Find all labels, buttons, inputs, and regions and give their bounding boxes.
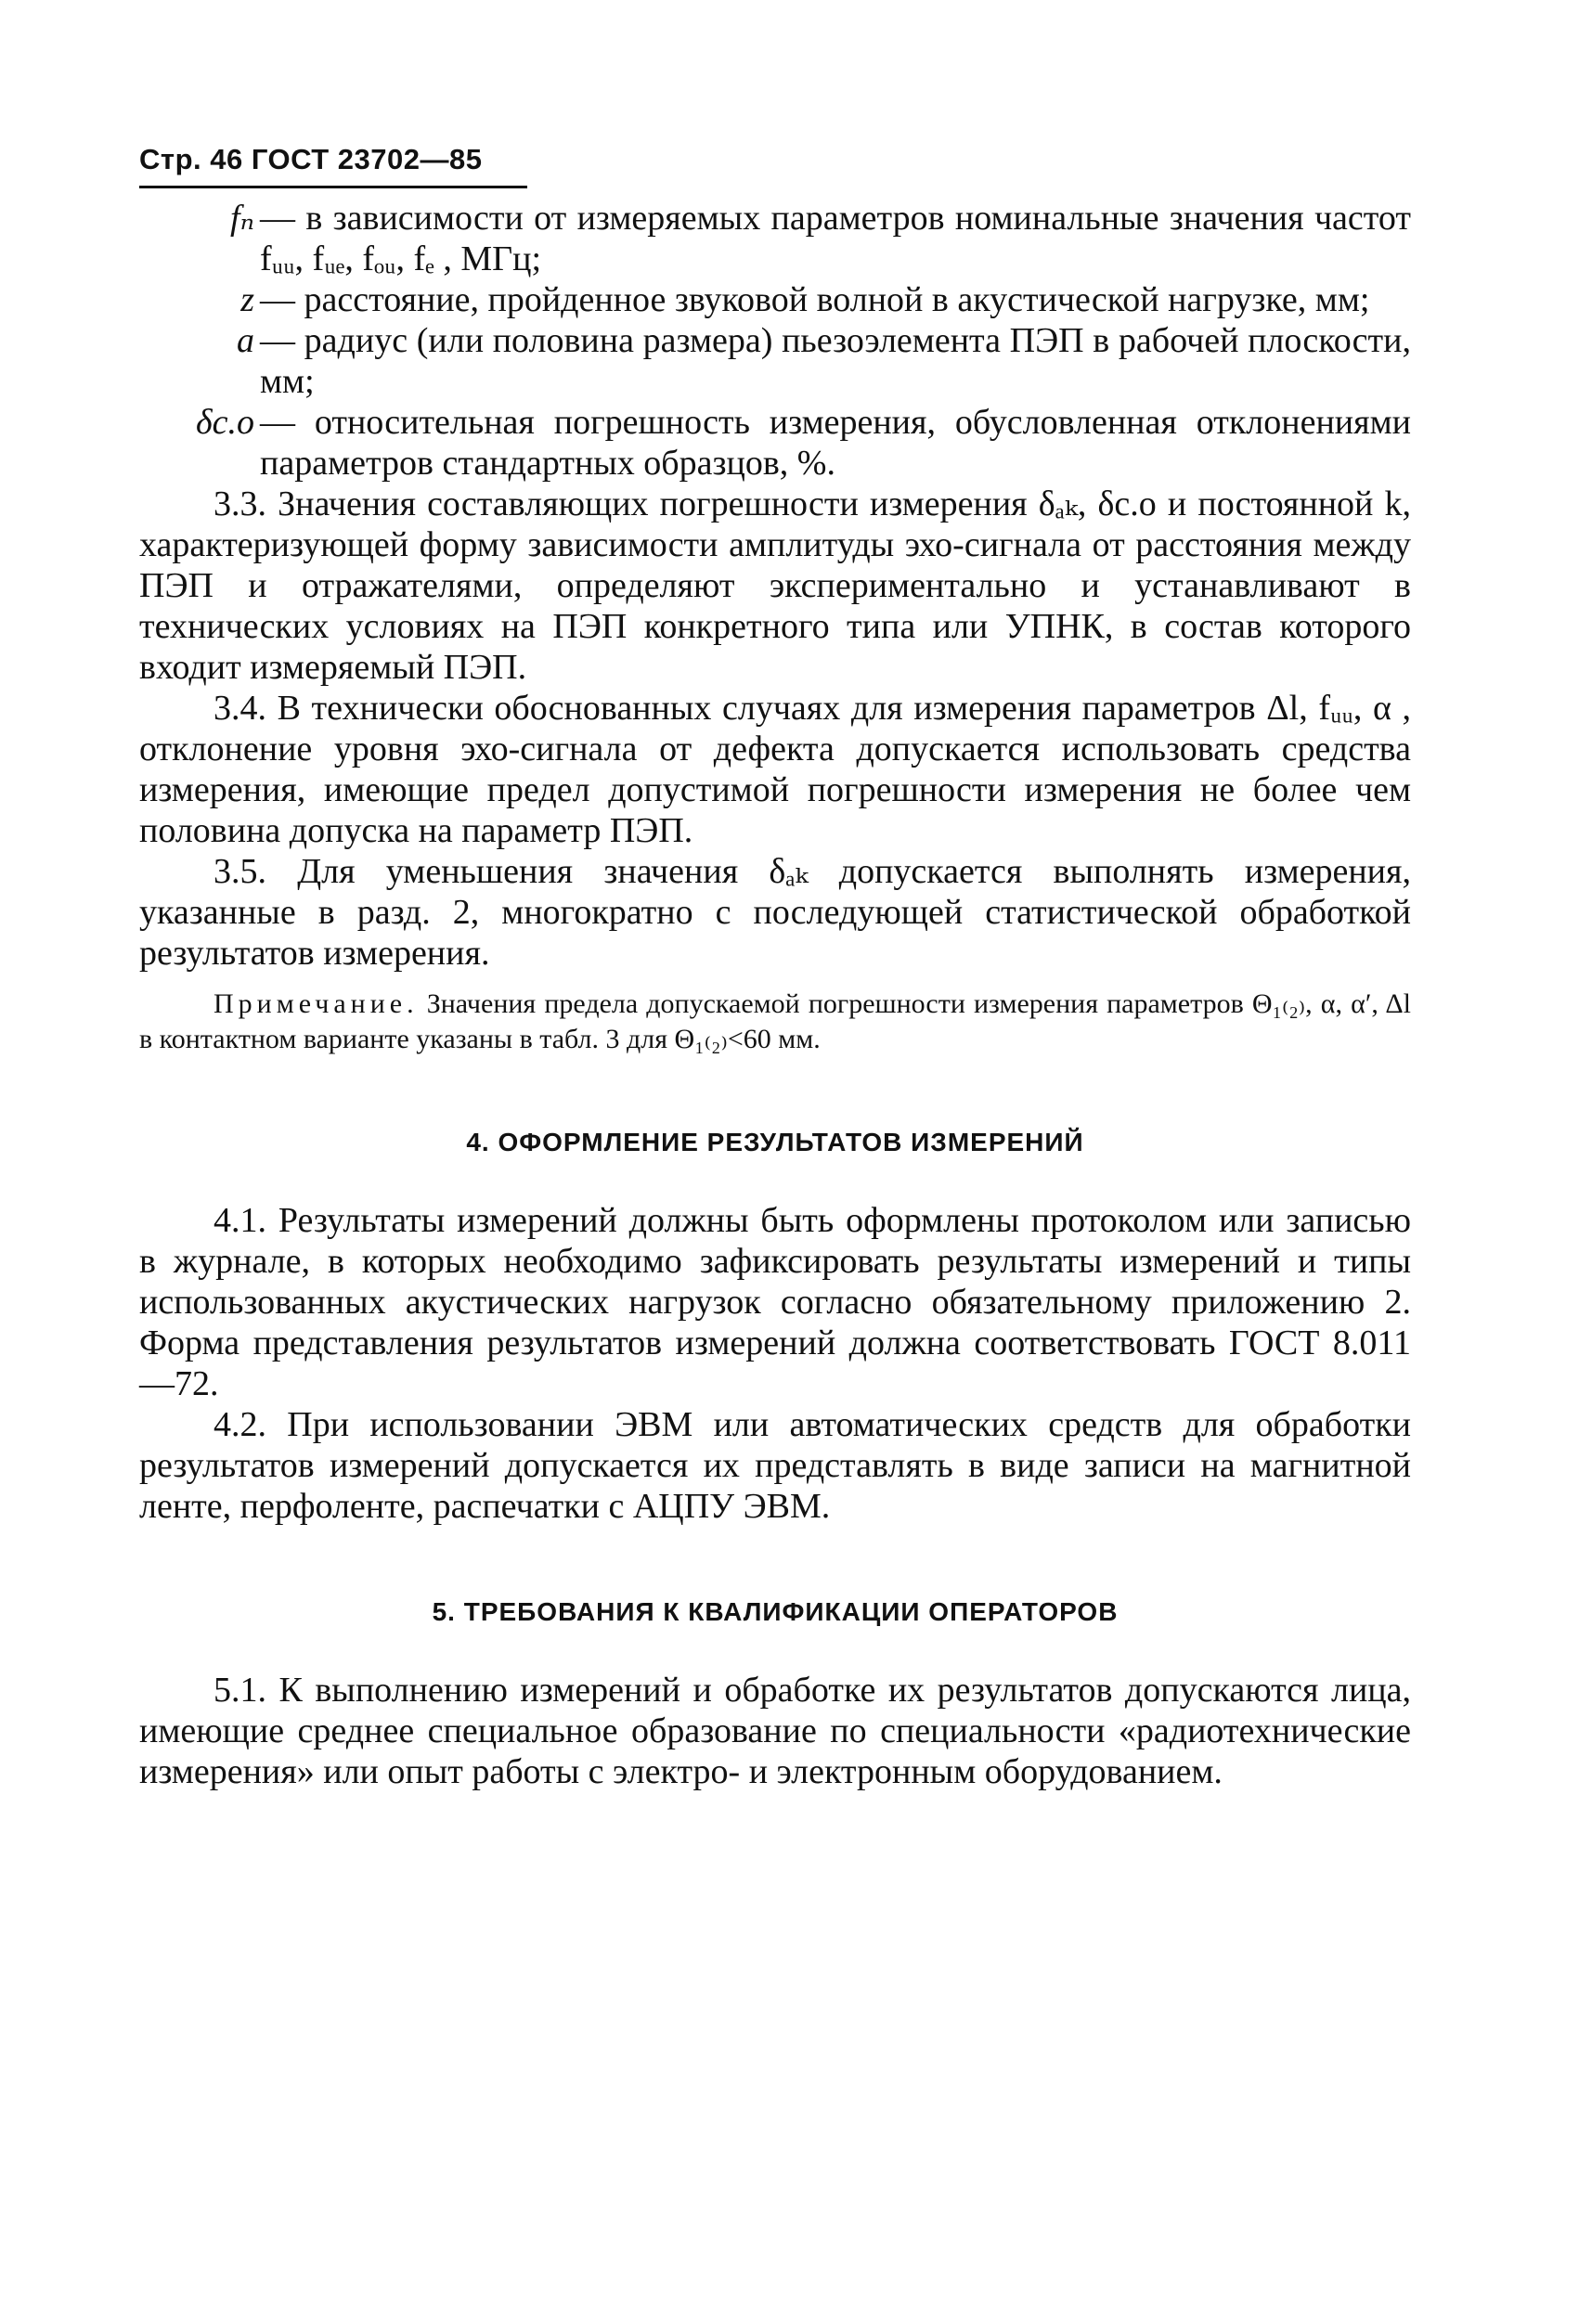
paragraph-4-1: 4.1. Результаты измерений должны быть оформлены протоколом или записью в журнале, в которых необходимо зафиксировать результаты измерений и типы использованных акустических нагрузок согласно обязательному приложению 2. Форма представления результатов измерений должна соответствовать ГОСТ 8.011—72. xyxy=(139,1201,1411,1403)
legend-description: — радиус (или половина размера) пьезоэлемента ПЭП в рабочей плоскости, мм; xyxy=(260,321,1411,401)
legend-row xyxy=(139,320,1411,402)
legend-row xyxy=(139,198,1411,279)
document-page xyxy=(139,139,1411,1792)
legend-row xyxy=(139,402,1411,484)
note-block xyxy=(139,987,1411,1057)
header-rule xyxy=(139,186,527,188)
legend-symbol: z xyxy=(240,280,254,319)
paragraph-3-4: 3.4. В технически обоснованных случаях для измерения параметров Δl, fᵤᵤ, α , отклонение уровня эхо-сигнала от дефекта допускается использовать средства измерения, имеющие предел допустимой погрешности измерения не более чем половина допуска на параметр ПЭП. xyxy=(139,689,1411,850)
legend-symbol: a xyxy=(237,321,254,360)
legend-row xyxy=(139,279,1411,320)
symbol-legend xyxy=(139,198,1411,484)
section-5-title: 5. ТРЕБОВАНИЯ К КВАЛИФИКАЦИИ ОПЕРАТОРОВ xyxy=(432,1597,1119,1626)
paragraph-3-5: 3.5. Для уменьшения значения δₐₖ допускается выполнять измерения, указанные в разд. 2, многократно с последующей статистической обработкой результатов измерения. xyxy=(139,852,1411,973)
paragraph-4-2: 4.2. При использовании ЭВМ или автоматических средств для обработки результатов измерений допускается их представлять в виде записи на магнитной ленте, перфоленте, распечатки с АЦПУ ЭВМ. xyxy=(139,1405,1411,1526)
page-header: Стр. 46 ГОСТ 23702—85 xyxy=(139,143,483,175)
note-text: Значения предела допускаемой погрешности измерения параметров Θ₁₍₂₎, α, α′, Δl в контактном варианте указаны в табл. 3 для Θ₁₍₂₎<60 мм. xyxy=(139,988,1411,1054)
legend-description: — в зависимости от измеряемых параметров номинальные значения частот fᵤᵤ, fᵤₑ, fₒᵤ, fₑ , МГц; xyxy=(260,199,1411,278)
legend-symbol: fₙ xyxy=(230,199,254,238)
legend-symbol: δс.о xyxy=(195,403,254,442)
section-4-title: 4. ОФОРМЛЕНИЕ РЕЗУЛЬТАТОВ ИЗМЕРЕНИЙ xyxy=(466,1128,1084,1156)
paragraph-5-1: 5.1. К выполнению измерений и обработке их результатов допускаются лица, имеющие среднее специальное образование по специальности «радиотехнические измерения» или опыт работы с электро- и электронным оборудованием. xyxy=(139,1671,1411,1791)
legend-description: — относительная погрешность измерения, обусловленная отклонениями параметров стандартных образцов, %. xyxy=(260,403,1411,483)
paragraph-3-3: 3.3. Значения составляющих погрешности измерения δₐₖ, δс.о и постоянной k, характеризующей форму зависимости амплитуды эхо-сигнала от расстояния между ПЭП и отражателями, определяют экспериментально и устанавливают в технических условиях на ПЭП конкретного типа или УПНК, в состав которого входит измеряемый ПЭП. xyxy=(139,484,1411,687)
note-label: Примечание. xyxy=(214,988,419,1019)
legend-description: — расстояние, пройденное звуковой волной в акустической нагрузке, мм; xyxy=(260,280,1370,319)
